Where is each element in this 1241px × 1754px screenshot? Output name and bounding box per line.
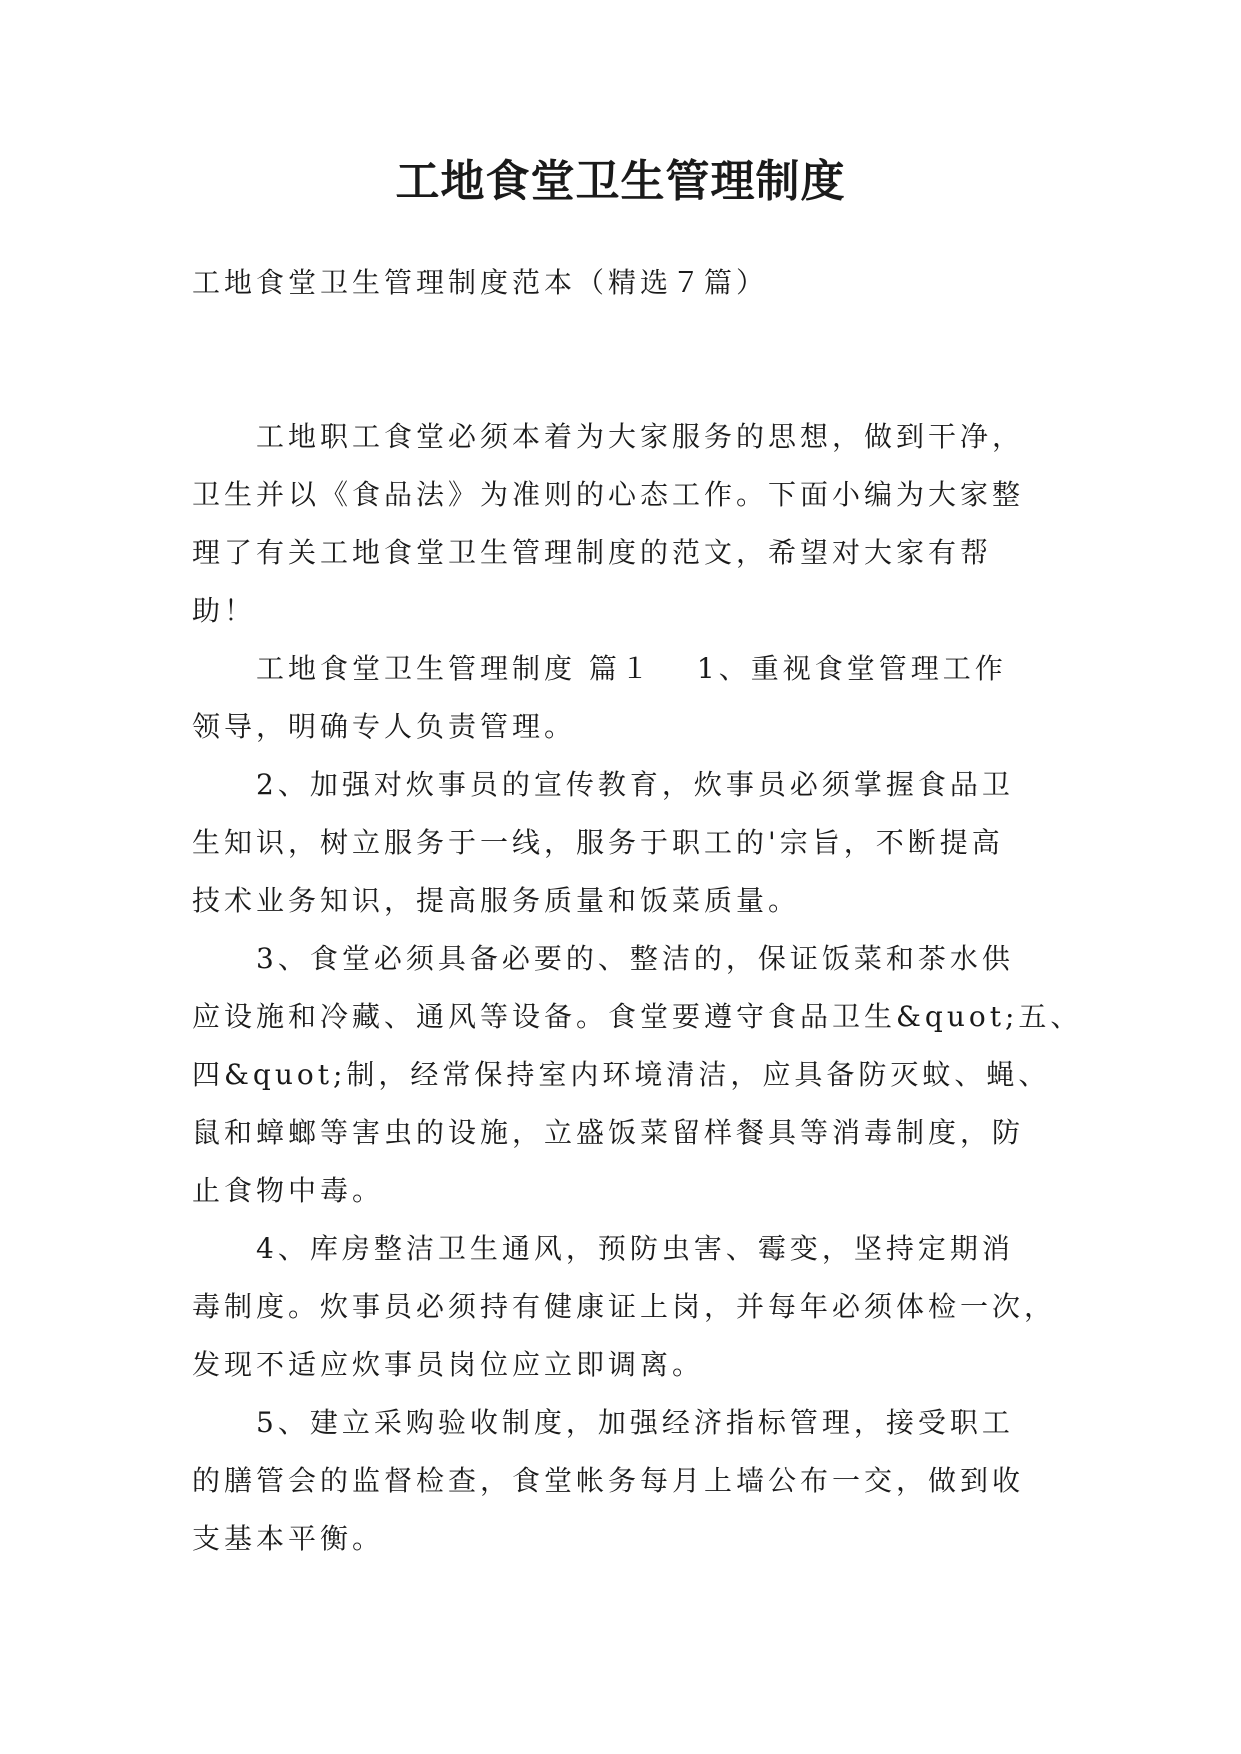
text-line: 鼠和蟑螂等害虫的设施，立盛饭菜留样餐具等消毒制度，防: [192, 1116, 1025, 1149]
intro-paragraph: [192, 408, 1058, 640]
document-subtitle: 工地食堂卫生管理制度范本（精选７篇）: [192, 266, 769, 299]
text-line: 的膳管会的监督检查，食堂帐务每月上墙公布一交，做到收: [192, 1464, 1025, 1497]
text-line: 四&quot;制，经常保持室内环境清洁，应具备防灭蚊、蝇、: [192, 1058, 1051, 1091]
section-1-paragraph: [192, 640, 1058, 756]
section-heading: 工地食堂卫生管理制度 篇１: [256, 652, 653, 685]
text-line: 支基本平衡。: [192, 1522, 385, 1555]
text-line: 领导，明确专人负责管理。: [192, 710, 577, 743]
text-line: 理了有关工地食堂卫生管理制度的范文，希望对大家有帮: [192, 536, 993, 569]
text-line: 止食物中毒。: [192, 1174, 385, 1207]
text-line: 卫生并以《食品法》为准则的心态工作。下面小编为大家整: [192, 478, 1025, 511]
item-4-paragraph: [192, 1220, 1058, 1394]
document-title: 工地食堂卫生管理制度: [395, 156, 846, 207]
item-2-paragraph: [192, 756, 1058, 930]
item-3-paragraph: [192, 930, 1083, 1220]
item-5-paragraph: [192, 1394, 1058, 1568]
text-line: 工地职工食堂必须本着为大家服务的思想，做到干净，: [256, 420, 1025, 453]
text-line: 3、食堂必须具备必要的、整洁的，保证饭菜和茶水供: [256, 942, 1014, 975]
text-line: 生知识，树立服务于一线，服务于职工的'宗旨，不断提高: [192, 826, 1004, 859]
text-line: 助！: [192, 594, 257, 627]
item-1-text: 1、重视食堂管理工作: [696, 652, 1007, 685]
text-line: 技术业务知识，提高服务质量和饭菜质量。: [192, 884, 801, 917]
text-line: 毒制度。炊事员必须持有健康证上岗，并每年必须体检一次，: [192, 1290, 1057, 1323]
text-line: 5、建立采购验收制度，加强经济指标管理，接受职工: [256, 1406, 1014, 1439]
text-line: 应设施和冷藏、通风等设备。食堂要遵守食品卫生&quot;五、: [192, 1000, 1083, 1033]
text-line: 2、加强对炊事员的宣传教育，炊事员必须掌握食品卫: [256, 768, 1014, 801]
text-line: [192, 640, 1058, 698]
text-line: 4、库房整洁卫生通风，预防虫害、霉变，坚持定期消: [256, 1232, 1014, 1265]
text-line: 发现不适应炊事员岗位应立即调离。: [192, 1348, 705, 1381]
document-body: [192, 408, 1083, 1568]
